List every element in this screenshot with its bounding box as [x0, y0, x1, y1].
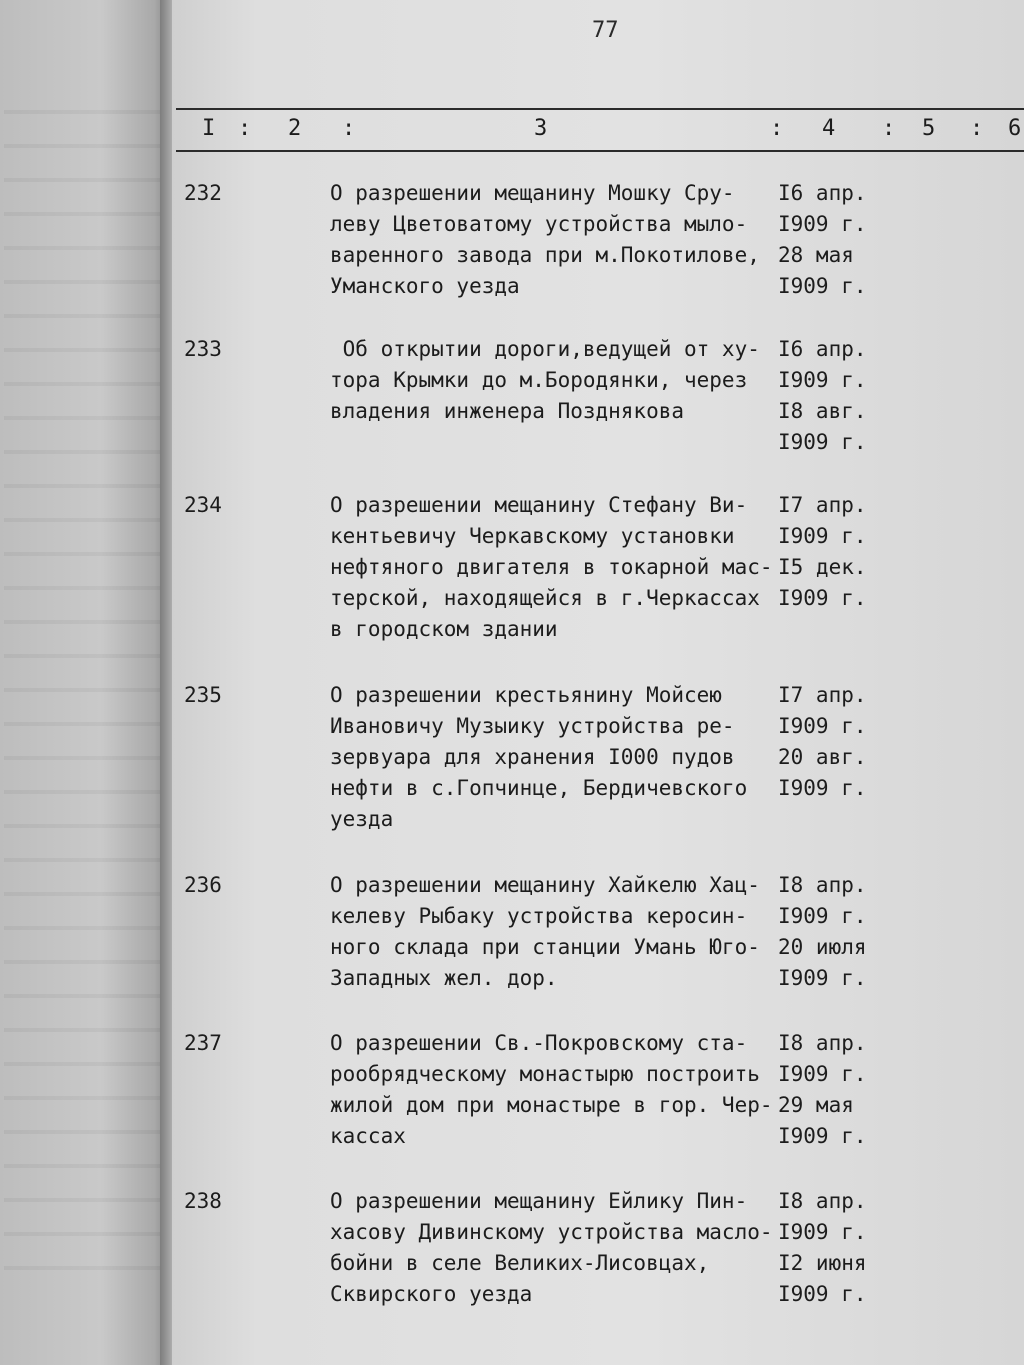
entry-number: 234 [184, 493, 222, 517]
header-col-5: 5 [922, 116, 936, 141]
entry-dates: I8 апр. I909 г. 20 июля I909 г. [778, 873, 867, 990]
entry-dates: I8 апр. I909 г. I2 июня I909 г. [778, 1189, 867, 1306]
entry-dates: I6 апр. I909 г. 28 мая I909 г. [778, 181, 867, 298]
facing-page-text-bleed [4, 80, 164, 1280]
header-sep: : [882, 116, 896, 141]
header-sep: : [342, 116, 356, 141]
entry-description: О разрешении мещанину Ейлику Пин- хасову Дивинскому устройства масло- бойни в селе Великих-Лисовцах, Сквирского уезда [330, 1189, 773, 1306]
entry-number: 235 [184, 683, 222, 707]
entry-dates: I7 апр. I909 г. 20 авг. I909 г. [778, 683, 867, 800]
document-page [172, 0, 1024, 1365]
header-col-4: 4 [822, 116, 836, 141]
header-col-6: 6 [1008, 116, 1022, 141]
entry-number: 237 [184, 1031, 222, 1055]
header-sep: : [970, 116, 984, 141]
entry-dates: I8 апр. I909 г. 29 мая I909 г. [778, 1031, 867, 1148]
entry-description: О разрешении крестьянину Мойсею Ивановичу Музыику устройства ре- зервуара для хранения I000 пудов нефти в с.Гопчинце, Бердичевского уезда [330, 683, 748, 831]
entry-dates: I6 апр. I909 г. I8 авг. I909 г. [778, 337, 867, 454]
entry-number: 232 [184, 181, 222, 205]
table-header [176, 108, 1024, 152]
header-sep: : [238, 116, 252, 141]
header-col-1: I [202, 116, 216, 141]
header-col-3: 3 [534, 116, 548, 141]
entry-dates: I7 апр. I909 г. I5 дек. I909 г. [778, 493, 867, 610]
entry-description: О разрешении Св.-Покровскому ста- рообрядческому монастырю построить жилой дом при монастыре в гор. Чер- кассах [330, 1031, 773, 1148]
entry-description: О разрешении мещанину Мошку Сру- леву Цветоватому устройства мыло- варенного завода при м.Покотилове, Уманского уезда [330, 181, 760, 298]
facing-page [0, 0, 168, 1365]
header-sep: : [770, 116, 784, 141]
entry-number: 236 [184, 873, 222, 897]
entry-number: 238 [184, 1189, 222, 1213]
entry-description: О разрешении мещанину Хайкелю Хац- келеву Рыбаку устройства керосин- ного склада при станции Умань Юго- Западных жел. дор. [330, 873, 760, 990]
header-col-2: 2 [288, 116, 302, 141]
page-number: 77 [592, 18, 619, 43]
entry-description: Об открытии дороги,ведущей от ху- тора Крымки до м.Бородянки, через владения инженера Позднякова [330, 337, 760, 423]
entry-description: О разрешении мещанину Стефану Ви- кентьевичу Черкавскому установки нефтяного двигателя в токарной мас- терской, находящейся в г.Черкассах в городском здании [330, 493, 773, 641]
entry-number: 233 [184, 337, 222, 361]
